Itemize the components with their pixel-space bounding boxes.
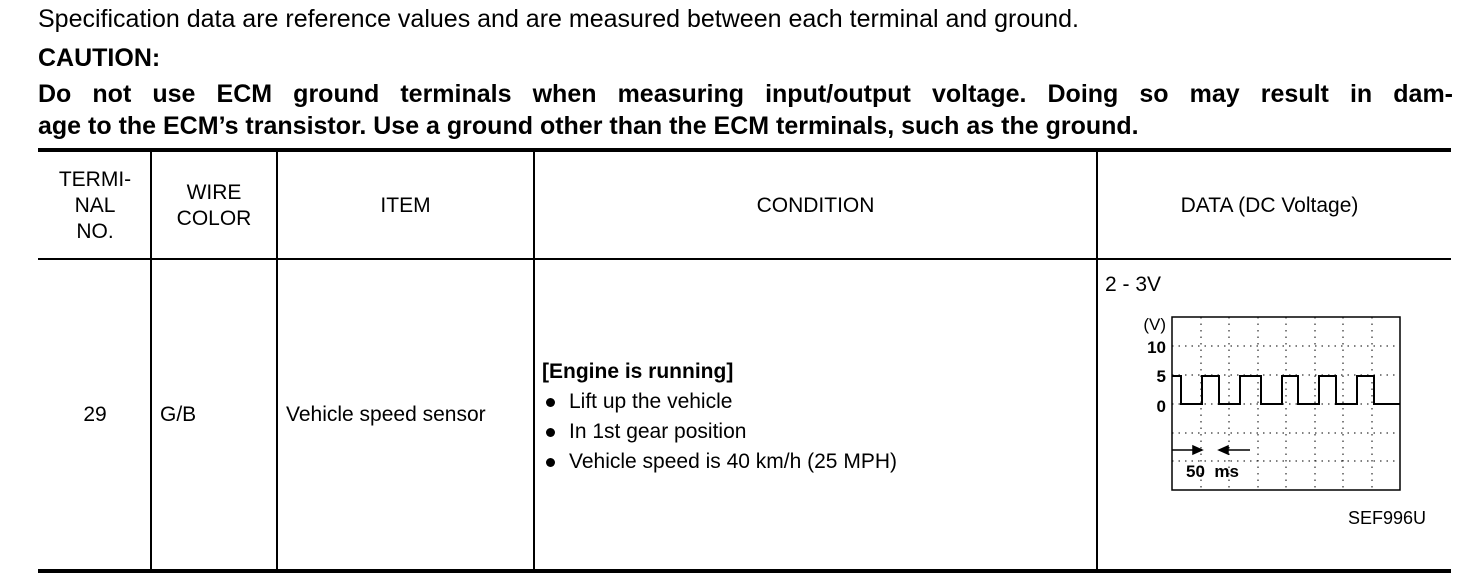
condition-bullet: In 1st gear position — [569, 420, 747, 443]
time-span-arrows — [1172, 446, 1250, 454]
header-data: DATA (DC Voltage) — [1180, 194, 1359, 217]
caution-line-2: age to the ECM’s transistor. Use a ground other than the ECM terminals, such as the ground. — [38, 112, 1139, 140]
bullet-icon — [546, 458, 555, 467]
figure-code: SEF996U — [1348, 508, 1427, 528]
bullet-icon — [546, 428, 555, 437]
header-item: ITEM — [380, 194, 431, 217]
list-item — [542, 387, 897, 417]
condition-bullet: Lift up the vehicle — [569, 390, 733, 413]
scope-time-label: 50 ms — [1186, 462, 1239, 481]
table-top-rule — [38, 148, 1451, 152]
list-item — [542, 417, 897, 447]
scope-y-tick: 10 — [1147, 338, 1166, 357]
caution-text — [38, 78, 1453, 142]
header-wire-line: WIRE — [186, 181, 242, 204]
caution-line-1: Do not use ECM ground terminals when measuring input/output voltage. Doing so may result in dam- — [38, 80, 1453, 108]
scope-y-tick: 5 — [1156, 367, 1166, 386]
intro-text: Specification data are reference values and are measured between each terminal and ground. — [38, 5, 1079, 33]
cell-item: Vehicle speed sensor — [286, 403, 486, 426]
table-bottom-rule — [38, 569, 1451, 573]
header-condition: CONDITION — [756, 194, 875, 217]
cell-condition — [542, 357, 897, 477]
header-terminal-no — [40, 153, 150, 259]
header-terminal-line: TERMI- — [58, 168, 132, 191]
header-wire-color — [152, 153, 276, 259]
bullet-icon — [546, 398, 555, 407]
cell-terminal: 29 — [83, 403, 107, 426]
header-terminal-line: NO. — [76, 220, 114, 243]
cell-wire-color: G/B — [160, 403, 197, 426]
scope-y-tick: 0 — [1156, 397, 1166, 416]
header-wire-line: COLOR — [176, 207, 252, 230]
header-terminal-line: NAL — [74, 194, 116, 217]
condition-title: [Engine is running] — [542, 360, 734, 383]
cell-data-value: 2 - 3V — [1105, 273, 1162, 296]
condition-bullet: Vehicle speed is 40 km/h (25 MPH) — [569, 450, 897, 473]
oscilloscope-figure — [1136, 310, 1436, 540]
scope-unit-label: (V) — [1143, 315, 1166, 334]
caution-title: CAUTION: — [38, 44, 161, 72]
oscilloscope-svg — [1136, 310, 1436, 540]
list-item — [542, 447, 897, 477]
